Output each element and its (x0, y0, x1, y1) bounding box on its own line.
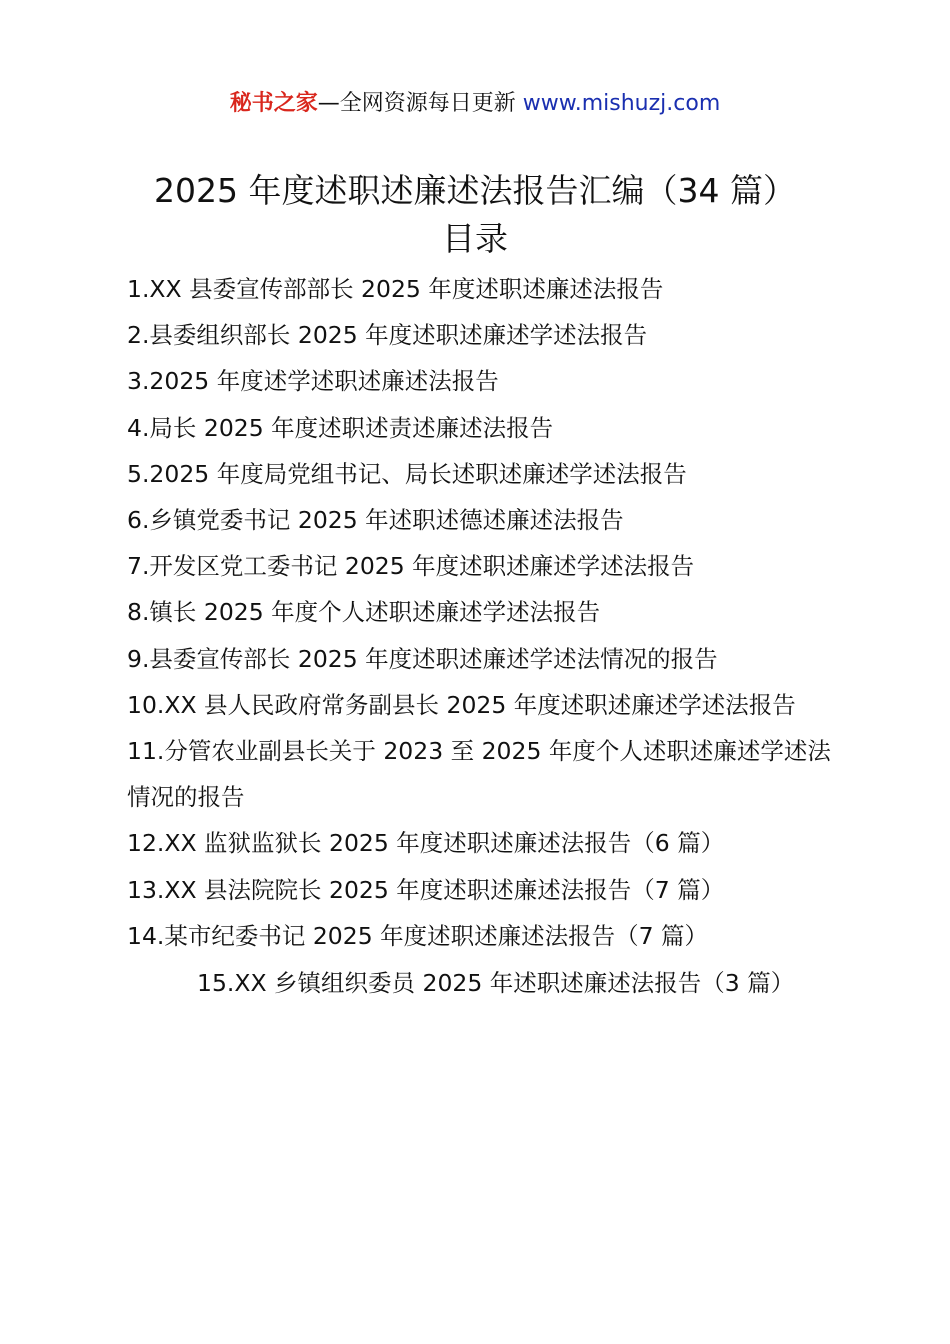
toc-item[interactable]: 10.XX 县人民政府常务副县长 2025 年度述职述廉述学述法报告 (127, 690, 796, 719)
toc-item[interactable]: 3.2025 年度述学述职述廉述法报告 (127, 367, 499, 396)
toc-item[interactable]: 15.XX 乡镇组织委员 2025 年述职述廉述法报告（3 篇） (197, 969, 795, 998)
header-slogan: —全网资源每日更新 (317, 91, 523, 116)
document-title: 2025 年度述职述廉述法报告汇编（34 篇） (154, 171, 796, 210)
toc-item[interactable]: 1.XX 县委宣传部部长 2025 年度述职述廉述法报告 (127, 275, 664, 303)
toc-item[interactable]: 12.XX 监狱监狱长 2025 年度述职述廉述法报告（6 篇） (127, 829, 725, 858)
brand-name: 秘书之家 (229, 91, 318, 116)
toc-item[interactable]: 11.分管农业副县长关于 2023 至 2025 年度个人述职述廉述学述法情况的报告 (127, 737, 831, 812)
site-url-link[interactable]: www.mishuzj.com (522, 91, 721, 116)
toc-item[interactable]: 5.2025 年度局党组书记、局长述职述廉述学述法报告 (127, 459, 687, 488)
table-of-contents (127, 266, 837, 1005)
toc-item[interactable]: 2.县委组织部长 2025 年度述职述廉述学述法报告 (127, 321, 648, 350)
toc-item[interactable]: 9.县委宣传部长 2025 年度述职述廉述学述法情况的报告 (127, 644, 718, 673)
toc-item[interactable]: 13.XX 县法院院长 2025 年度述职述廉述法报告（7 篇） (127, 875, 725, 904)
toc-heading: 目录 (442, 219, 508, 258)
toc-item[interactable]: 7.开发区党工委书记 2025 年度述职述廉述学述法报告 (127, 552, 695, 581)
toc-item[interactable]: 14.某市纪委书记 2025 年度述职述廉述法报告（7 篇） (127, 921, 709, 950)
toc-item[interactable]: 8.镇长 2025 年度个人述职述廉述学述法报告 (127, 598, 601, 627)
site-header (0, 88, 950, 120)
toc-item[interactable]: 6.乡镇党委书记 2025 年述职述德述廉述法报告 (127, 506, 624, 535)
toc-item[interactable]: 4.局长 2025 年度述职述责述廉述法报告 (127, 413, 554, 442)
